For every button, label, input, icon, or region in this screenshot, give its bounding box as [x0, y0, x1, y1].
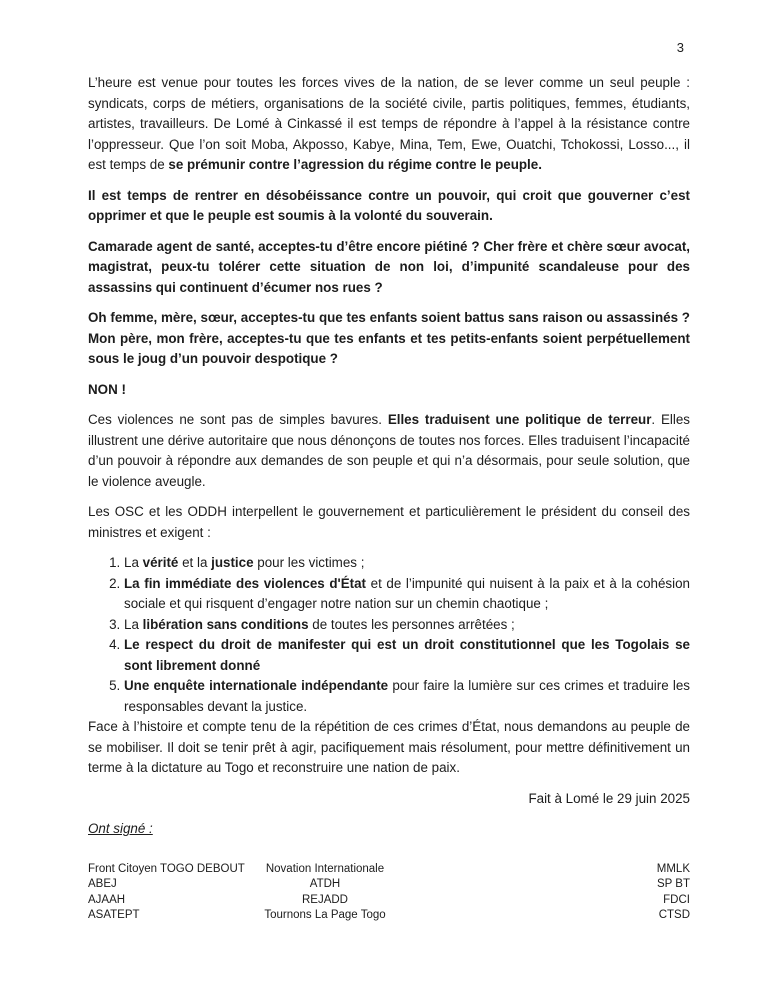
violence-paragraph — [88, 410, 690, 492]
signature-row — [88, 893, 690, 909]
dateline — [88, 789, 690, 810]
text-run: Ces violences ne sont pas de simples bavures. — [88, 412, 388, 427]
signatory-left: AJAAH — [88, 893, 126, 906]
signatory-center: ATDH — [309, 878, 341, 890]
signatory-right: FDCI — [663, 893, 690, 906]
signatory-right: MMLK — [656, 862, 690, 875]
text-run: La — [124, 616, 143, 632]
text-run: Fait à Lomé le 29 juin 2025 — [528, 790, 690, 806]
appeal-workers-paragraph — [88, 237, 690, 299]
bold-text-run: justice — [211, 555, 254, 570]
signatory-right: SP BT — [656, 878, 690, 890]
text-run: . Elles illustrent une dérive autoritaire que nous dénonçons de toutes nos forces. Elles traduisent l’incapacité d’un pouvoir à répondre aux demandes de son peuple et qui n’a désormais, pour seule solution, que le violence aveugle. — [88, 412, 690, 489]
demands-intro-paragraph — [88, 502, 690, 543]
signatory-center: Tournons La Page Togo — [264, 909, 386, 921]
bold-text-run: Camarade agent de santé, acceptes-tu d’être encore piétiné ? Cher frère et chère sœur avocat, magistrat, peux-tu tolérer cette situation de non loi, d’impunité scandaleuse pour des assassins qui continuent d’écumer nos rues ? — [88, 238, 690, 295]
list-item — [124, 615, 690, 636]
page-number: 3 — [676, 40, 684, 55]
bold-text-run: Il est temps de rentrer en désobéissance contre un pouvoir, qui croit que gouverner c’est opprimer et que le peuple est soumis à la volonté du souverain. — [88, 187, 690, 223]
signatory-left: ASATEPT — [88, 909, 140, 921]
bold-text-run: se prémunir contre l’agression du régime contre le peuple. — [168, 157, 542, 172]
bold-text-run: libération sans conditions — [142, 616, 309, 632]
signatory-center: REJADD — [301, 893, 348, 906]
text-run: et la — [178, 555, 212, 570]
list-item — [124, 635, 690, 676]
signed-heading — [88, 819, 690, 840]
text-run: Les OSC et les ODDH interpellent le gouvernement et particulièrement le président du conseil des ministres et exigent : — [88, 504, 690, 540]
mobilization-paragraph — [88, 717, 690, 779]
text-run: La — [124, 555, 143, 570]
bold-text-run: vérité — [142, 555, 179, 570]
bold-text-run: Elles traduisent une politique de terreur — [387, 412, 652, 427]
bold-text-run: NON ! — [88, 381, 126, 397]
text-run: et de l’impunité qui nuisent à la paix et à la cohésion sociale et qui risquent d’engager notre nation sur un chemin chaotique ; — [124, 575, 690, 611]
list-item — [124, 574, 690, 615]
signature-row — [88, 908, 690, 924]
signature-row — [88, 862, 690, 878]
bold-text-run: Oh femme, mère, sœur, acceptes-tu que tes enfants soient battus sans raison ou assassinés ? Mon père, mon frère, acceptes-tu que tes enfants et tes petits-enfants soient perpétuellement sous le joug d’un pouvoir despotique ? — [88, 310, 690, 366]
bold-text-run: Le respect du droit de manifester qui est un droit constitutionnel que les Togolais se sont librement donné — [124, 637, 690, 673]
text-run: Ont signé : — [88, 821, 153, 836]
text-run: pour les victimes ; — [253, 555, 365, 570]
signatory-right: CTSD — [658, 909, 690, 921]
text-run: pour faire la lumière sur ces crimes et traduire les responsables devant la justice. — [124, 678, 690, 714]
signature-row — [88, 877, 690, 893]
bold-text-run: Une enquête internationale indépendante — [124, 678, 389, 693]
list-item — [124, 676, 690, 717]
signatory-left: ABEJ — [88, 878, 117, 890]
list-item — [124, 553, 690, 574]
non-paragraph — [88, 380, 690, 401]
text-run: Face à l’histoire et compte tenu de la répétition de ces crimes d’État, nous demandons au peuple de se mobiliser. Il doit se tenir prêt à agir, pacifiquement mais résolument, pour mettre définitivement un terme à la dictature au Togo et reconstruire une nation de paix. — [88, 719, 690, 775]
bold-text-run: La fin immédiate des violences d'État — [124, 575, 367, 591]
document-body — [88, 73, 690, 924]
text-run: L’heure est venue pour toutes les forces vives de la nation, de se lever comme un seul peuple : syndicats, corps de métiers, organisations de la société civile, partis politiques, femmes, étudiants, artistes, travailleurs. De Lomé à Cinkassé il est temps de répondre à l’appel à la résistance contre l’oppresseur. Que l’on soit Moba, Akposso, Kabye, Mina, Tem, Ewe, Ouatchi, Tchokossi, Losso..., il est temps de — [88, 75, 690, 172]
signatories-block — [88, 862, 690, 924]
appeal-family-paragraph — [88, 308, 690, 370]
signatory-left: Front Citoyen TOGO DEBOUT — [88, 862, 245, 875]
demands-list — [88, 553, 690, 717]
signatory-center: Novation Internationale — [265, 862, 385, 875]
intro-paragraph — [88, 73, 690, 176]
text-run: de toutes les personnes arrêtées ; — [308, 616, 515, 632]
disobedience-paragraph — [88, 186, 690, 227]
